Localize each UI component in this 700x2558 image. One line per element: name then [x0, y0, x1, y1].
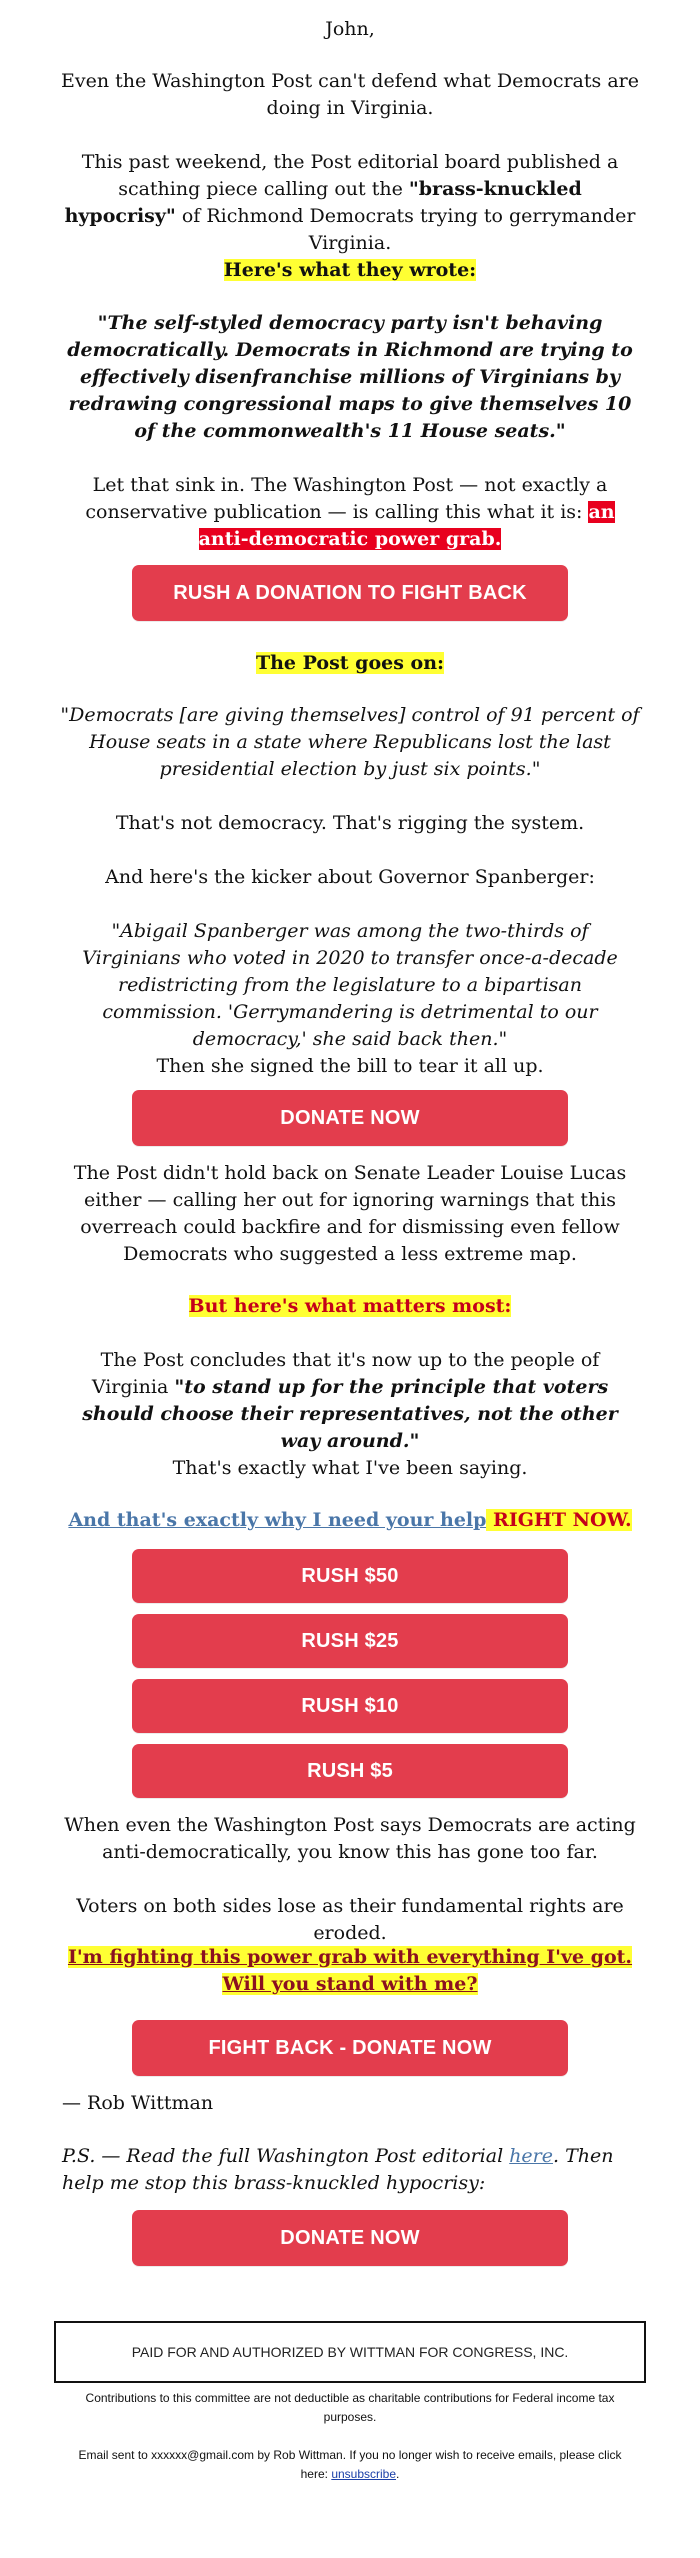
- paid-for-disclaimer: PAID FOR AND AUTHORIZED BY WITTMAN FOR CONGRESS, INC.: [54, 2321, 646, 2383]
- heading-stand-with-me: [60, 1944, 640, 1998]
- post-editorial-paragraph: [60, 149, 640, 257]
- gone-too-far-paragraph: When even the Washington Post says Democrats are acting anti-democratically, you know this has gone too far.: [64, 1814, 636, 1863]
- red-highlight-phrase: an anti-democratic power grab.: [198, 501, 615, 550]
- let-that-sink-in-paragraph: [60, 472, 640, 553]
- text-segment: .: [396, 2467, 400, 2481]
- unsubscribe-link[interactable]: unsubscribe: [331, 2467, 397, 2481]
- text-segment: Email sent to xxxxxx@gmail.com by Rob Wittman. If you no longer wish to receive emails, please click here:: [78, 2448, 622, 2481]
- right-now-highlight: RIGHT NOW.: [486, 1509, 632, 1531]
- help-ask-line: [60, 1507, 640, 1534]
- rush-25-button[interactable]: RUSH $25: [132, 1614, 568, 1668]
- heading-post-goes-on: [60, 650, 640, 677]
- post-concludes-paragraph: [60, 1347, 640, 1455]
- help-link[interactable]: And that's exactly why I need your help: [68, 1509, 487, 1531]
- not-democracy-paragraph: That's not democracy. That's rigging the system.: [115, 812, 585, 834]
- signed-bill-paragraph: Then she signed the bill to tear it all up.: [156, 1055, 544, 1077]
- quote-spanberger: "Abigail Spanberger was among the two-thirds of Virginians who voted in 2020 to transfer once-a-decade redistricting from the legislature to a bipartisan commission. 'Gerrymandering is detrimental to our democracy,' she said back then.": [82, 920, 618, 1050]
- text-segment: This past weekend, the Post editorial board published a scathing piece calling out the: [81, 151, 619, 200]
- voters-lose-paragraph: Voters on both sides lose as their fundamental rights are eroded.: [76, 1895, 624, 1944]
- donate-now-button-1[interactable]: DONATE NOW: [132, 1090, 568, 1146]
- signature: — Rob Wittman: [62, 2092, 214, 2114]
- donate-now-button-2[interactable]: DONATE NOW: [132, 2210, 568, 2266]
- quote-editorial-1: "The self-styled democracy party isn't behaving democratically. Democrats in Richmond are trying to effectively disenfranchise millions of Virginians by redrawing congressional maps to give themselves 10 of the commonwealth's 11 House seats.": [67, 312, 633, 442]
- text-segment: Let that sink in. The Washington Post — not exactly a conservative publication — is calling this what it is:: [85, 474, 608, 523]
- highlighted-heading: But here's what matters most:: [188, 1295, 512, 1317]
- rush-5-button[interactable]: RUSH $5: [132, 1744, 568, 1798]
- heading-what-matters: [60, 1293, 640, 1320]
- intro-paragraph: Even the Washington Post can't defend what Democrats are doing in Virginia.: [61, 70, 639, 119]
- rush-donation-button[interactable]: RUSH A DONATION TO FIGHT BACK: [132, 565, 568, 621]
- text-segment: . Then help me stop this brass-knuckled hypocrisy:: [62, 2145, 614, 2194]
- fight-back-donate-button[interactable]: FIGHT BACK - DONATE NOW: [132, 2020, 568, 2076]
- rush-50-button[interactable]: RUSH $50: [132, 1549, 568, 1603]
- email-footer: [70, 2446, 630, 2484]
- text-segment: P.S. — Read the full Washington Post editorial: [62, 2145, 510, 2167]
- emphasized-quote: "to stand up for the principle that voters should choose their representatives, not the other way around.": [82, 1376, 618, 1452]
- editorial-link[interactable]: here: [509, 2145, 553, 2167]
- exactly-saying-paragraph: That's exactly what I've been saying.: [172, 1457, 528, 1479]
- quote-editorial-2: "Democrats [are giving themselves] control of 91 percent of House seats in a state where Republicans lost the last presidential election by just six points.": [60, 704, 640, 780]
- lucas-paragraph: The Post didn't hold back on Senate Leader Louise Lucas either — calling her out for ignoring warnings that this overreach could backfire and for dismissing even fellow Democrats who suggested a less extreme map.: [73, 1162, 627, 1265]
- text-segment: The Post concludes that it's now up to the people of Virginia: [91, 1349, 600, 1398]
- ps-paragraph: [62, 2143, 642, 2197]
- kicker-paragraph: And here's the kicker about Governor Spanberger:: [105, 866, 595, 888]
- highlighted-heading: I'm fighting this power grab with everything I've got. Will you stand with me?: [67, 1946, 633, 1995]
- highlighted-heading: The Post goes on:: [255, 652, 445, 674]
- heading-what-they-wrote: [60, 257, 640, 284]
- highlighted-heading: Here's what they wrote:: [223, 259, 477, 281]
- greeting: John,: [325, 18, 375, 40]
- rush-10-button[interactable]: RUSH $10: [132, 1679, 568, 1733]
- text-segment: of Richmond Democrats trying to gerrymander Virginia.: [175, 205, 636, 254]
- tax-deductible-notice: Contributions to this committee are not deductible as charitable contributions for Federal income tax purposes.: [85, 2391, 615, 2424]
- bold-phrase: "brass-knuckled hypocrisy": [64, 178, 582, 227]
